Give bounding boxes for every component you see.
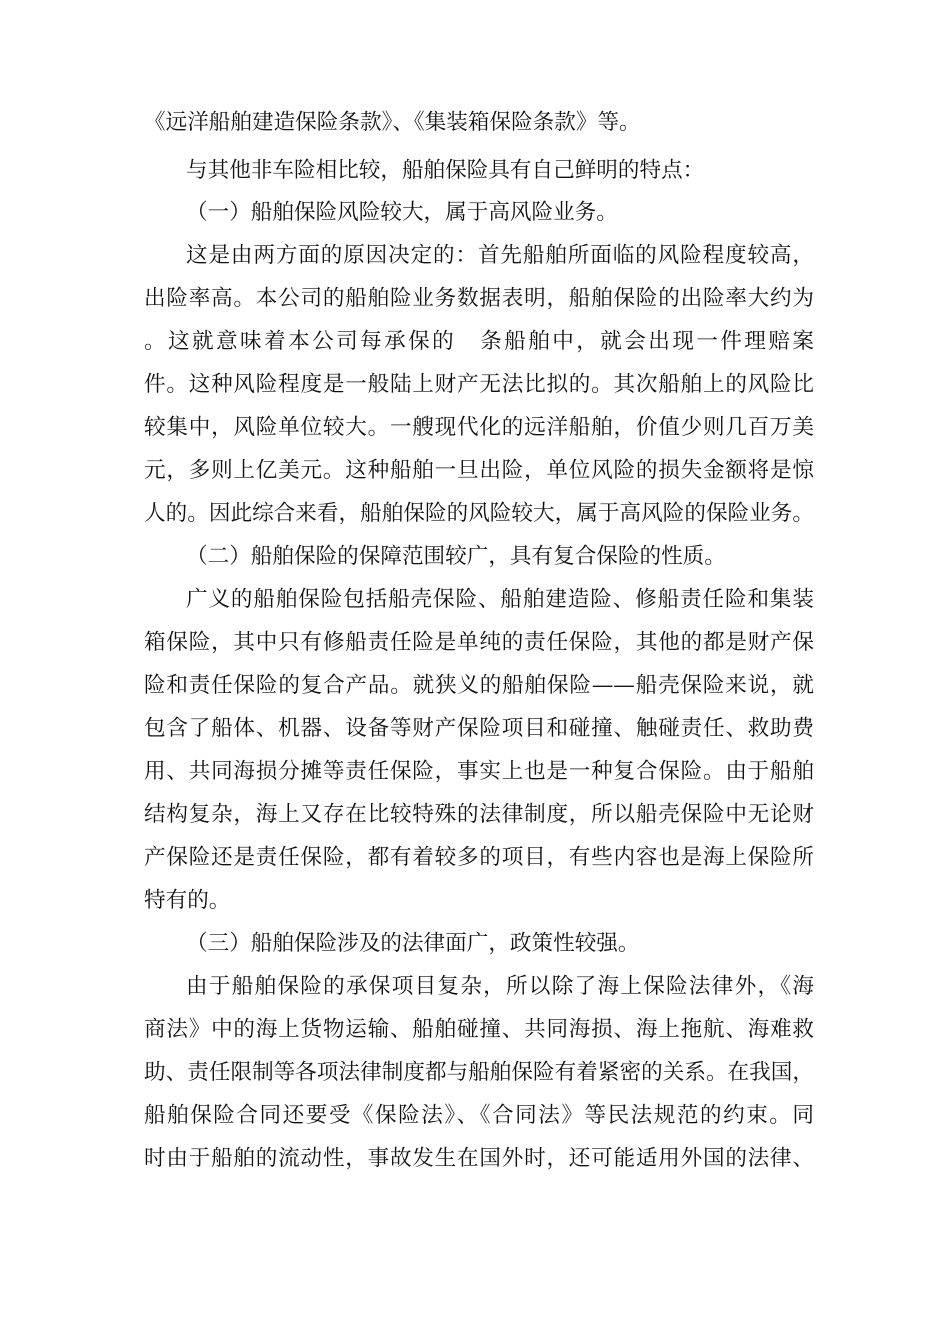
text-line: 与其他非车险相比较，船舶保险具有自己鲜明的特点： bbox=[186, 158, 705, 183]
text-line: 件。这种风险程度是一般陆上财产无法比拟的。其次船舶上的风险比 bbox=[144, 372, 814, 397]
text-line: 结构复杂，海上又存在比较特殊的法律制度，所以船壳保险中无论财 bbox=[144, 802, 814, 827]
text-line: 时由于船舶的流动性，事故发生在国外时，还可能适用外国的法律、 bbox=[144, 1146, 814, 1171]
section-heading: （一）船舶保险风险较大，属于高风险业务。 bbox=[186, 200, 618, 225]
text-line: 箱保险，其中只有修船责任险是单纯的责任保险，其他的都是财产保 bbox=[144, 630, 814, 655]
text-line: 用、共同海损分摊等责任保险，事实上也是一种复合保险。由于船舶 bbox=[144, 759, 814, 784]
text-line: 由于船舶保险的承保项目复杂，所以除了海上保险法律外，《海 bbox=[186, 974, 814, 999]
text-line: 包含了船体、机器、设备等财产保险项目和碰撞、触碰责任、救助费 bbox=[144, 716, 814, 741]
text-line: 船舶保险合同还要受《保险法》、《合同法》等民法规范的约束。同 bbox=[144, 1103, 814, 1128]
text-line: 广义的船舶保险包括船壳保险、船舶建造险、修船责任险和集装 bbox=[186, 587, 814, 612]
text-line: 险和责任保险的复合产品。就狭义的船舶保险——船壳保险来说，就 bbox=[144, 673, 814, 698]
text-line: 这是由两方面的原因决定的：首先船舶所面临的风险程度较高， bbox=[186, 243, 814, 268]
section-heading: （三）船舶保险涉及的法律面广，政策性较强。 bbox=[186, 931, 640, 956]
text-line: 产保险还是责任保险，都有着较多的项目，有些内容也是海上保险所 bbox=[144, 845, 814, 870]
text-line: 特有的。 bbox=[144, 888, 231, 913]
text-line: 出险率高。本公司的船舶险业务数据表明，船舶保险的出险率大约为 bbox=[144, 286, 814, 311]
text-line: 较集中，风险单位较大。一艘现代化的远洋船舶，价值少则几百万美 bbox=[144, 415, 814, 440]
text-line: 商法》中的海上货物运输、船舶碰撞、共同海损、海上拖航、海难救 bbox=[144, 1017, 814, 1042]
text-line: 。这就意味着本公司每承保的 条船舶中，就会出现一件理赔案 bbox=[144, 329, 814, 354]
text-line: 人的。因此综合来看，船舶保险的风险较大，属于高风险的保险业务。 bbox=[144, 501, 814, 526]
section-heading: （二）船舶保险的保障范围较广，具有复合保险的性质。 bbox=[186, 544, 726, 569]
text-line: 《远洋船舶建造保险条款》、《集装箱保险条款》等。 bbox=[144, 110, 641, 135]
text-line: 助、责任限制等各项法律制度都与船舶保险有着紧密的关系。在我国， bbox=[144, 1060, 814, 1085]
text-line: 元，多则上亿美元。这种船舶一旦出险，单位风险的损失金额将是惊 bbox=[144, 458, 814, 483]
